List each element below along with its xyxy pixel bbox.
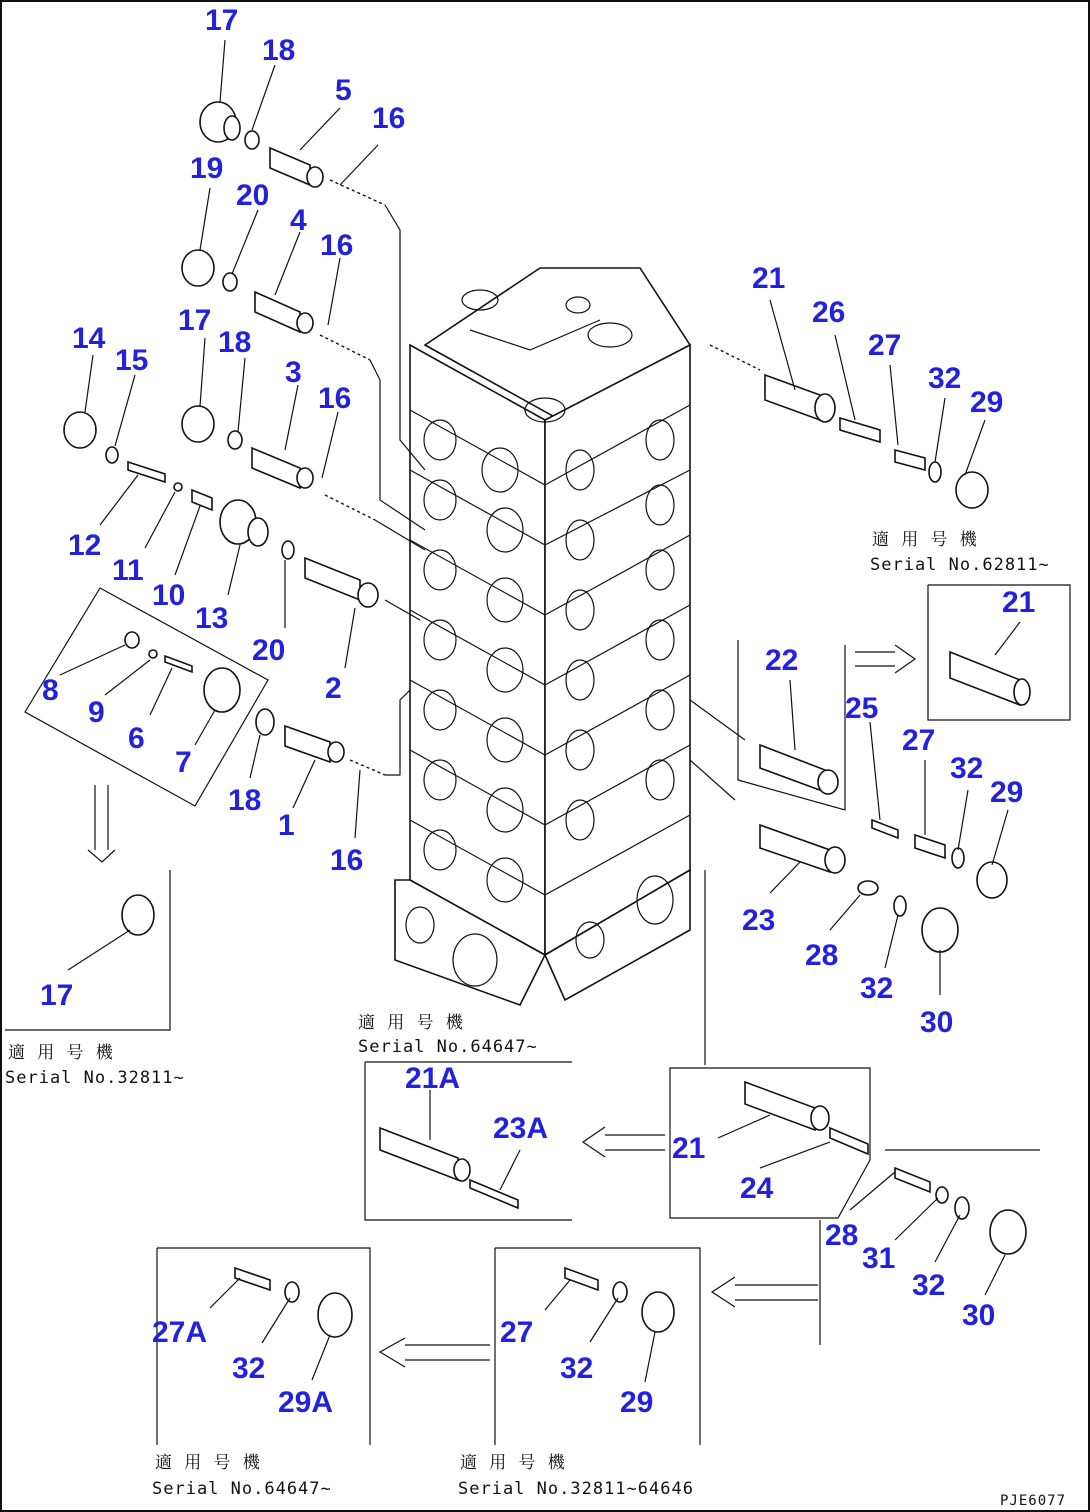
callout-27: 27: [868, 329, 902, 362]
callout-18: 18: [218, 326, 252, 359]
callout-32: 32: [232, 1352, 266, 1385]
callout-14: 14: [72, 322, 106, 355]
callout-21: 21: [752, 262, 786, 295]
callout-29A: 29A: [278, 1386, 334, 1419]
figure-code: PJE6077: [1000, 1493, 1067, 1509]
callout-16: 16: [318, 382, 352, 415]
callout-6: 6: [128, 722, 145, 755]
callout-27A: 27A: [152, 1316, 208, 1349]
callout-16: 16: [330, 844, 364, 877]
callout-27: 27: [902, 724, 936, 757]
callout-32: 32: [912, 1269, 946, 1302]
callout-28: 28: [825, 1219, 859, 1252]
callout-9: 9: [88, 696, 105, 729]
callout-17: 17: [205, 4, 239, 37]
callout-27: 27: [500, 1316, 534, 1349]
callout-5: 5: [335, 74, 352, 107]
callout-10: 10: [152, 579, 186, 612]
callout-13: 13: [195, 602, 229, 635]
callout-32: 32: [860, 972, 894, 1005]
serial-note-2-title: 適 用 号 機: [358, 1013, 464, 1033]
callout-19: 19: [190, 152, 224, 185]
callout-18: 18: [228, 784, 262, 817]
callout-1: 1: [278, 809, 295, 842]
callout-20: 20: [252, 634, 286, 667]
callout-26: 26: [812, 296, 846, 329]
callout-23A: 23A: [493, 1112, 549, 1145]
callout-29: 29: [970, 386, 1004, 419]
serial-note-5-title: 適 用 号 機: [460, 1453, 566, 1473]
callout-30: 30: [962, 1299, 996, 1332]
callout-32: 32: [560, 1352, 594, 1385]
callout-29: 29: [990, 776, 1024, 809]
callout-8: 8: [42, 674, 59, 707]
callout-4: 4: [290, 204, 307, 237]
serial-note-1-value: Serial No.62811~: [870, 555, 1050, 575]
callout-21: 21: [1002, 586, 1036, 619]
callout-31: 31: [862, 1242, 896, 1275]
serial-note-4-value: Serial No.64647~: [152, 1479, 332, 1499]
serial-note-3-title: 適 用 号 機: [8, 1043, 114, 1063]
callout-20: 20: [236, 179, 270, 212]
serial-note-5-value: Serial No.32811~64646: [458, 1479, 694, 1499]
callout-22: 22: [765, 644, 799, 677]
callout-24: 24: [740, 1172, 774, 1205]
callout-21A: 21A: [405, 1062, 461, 1095]
callout-17: 17: [40, 979, 74, 1012]
callout-16: 16: [372, 102, 406, 135]
callout-21: 21: [672, 1132, 706, 1165]
callout-30: 30: [920, 1006, 954, 1039]
callout-12: 12: [68, 529, 102, 562]
serial-note-4-title: 適 用 号 機: [155, 1453, 261, 1473]
callout-3: 3: [285, 356, 302, 389]
callout-29: 29: [620, 1386, 654, 1419]
serial-note-1-title: 適 用 号 機: [872, 530, 978, 550]
callout-11: 11: [112, 554, 144, 587]
callout-28: 28: [805, 939, 839, 972]
control-valve-body: [395, 268, 690, 1005]
callout-32: 32: [928, 362, 962, 395]
left-parts: [5, 102, 425, 1030]
callout-23: 23: [742, 904, 776, 937]
serial-note-2-value: Serial No.64647~: [358, 1037, 538, 1057]
callout-25: 25: [845, 692, 879, 725]
callout-32: 32: [950, 752, 984, 785]
callout-17: 17: [178, 304, 212, 337]
callout-16: 16: [320, 229, 354, 262]
serial-note-3-value: Serial No.32811~: [5, 1068, 185, 1088]
callout-2: 2: [325, 672, 342, 705]
callout-7: 7: [175, 746, 192, 779]
callout-15: 15: [115, 344, 149, 377]
callout-18: 18: [262, 34, 296, 67]
